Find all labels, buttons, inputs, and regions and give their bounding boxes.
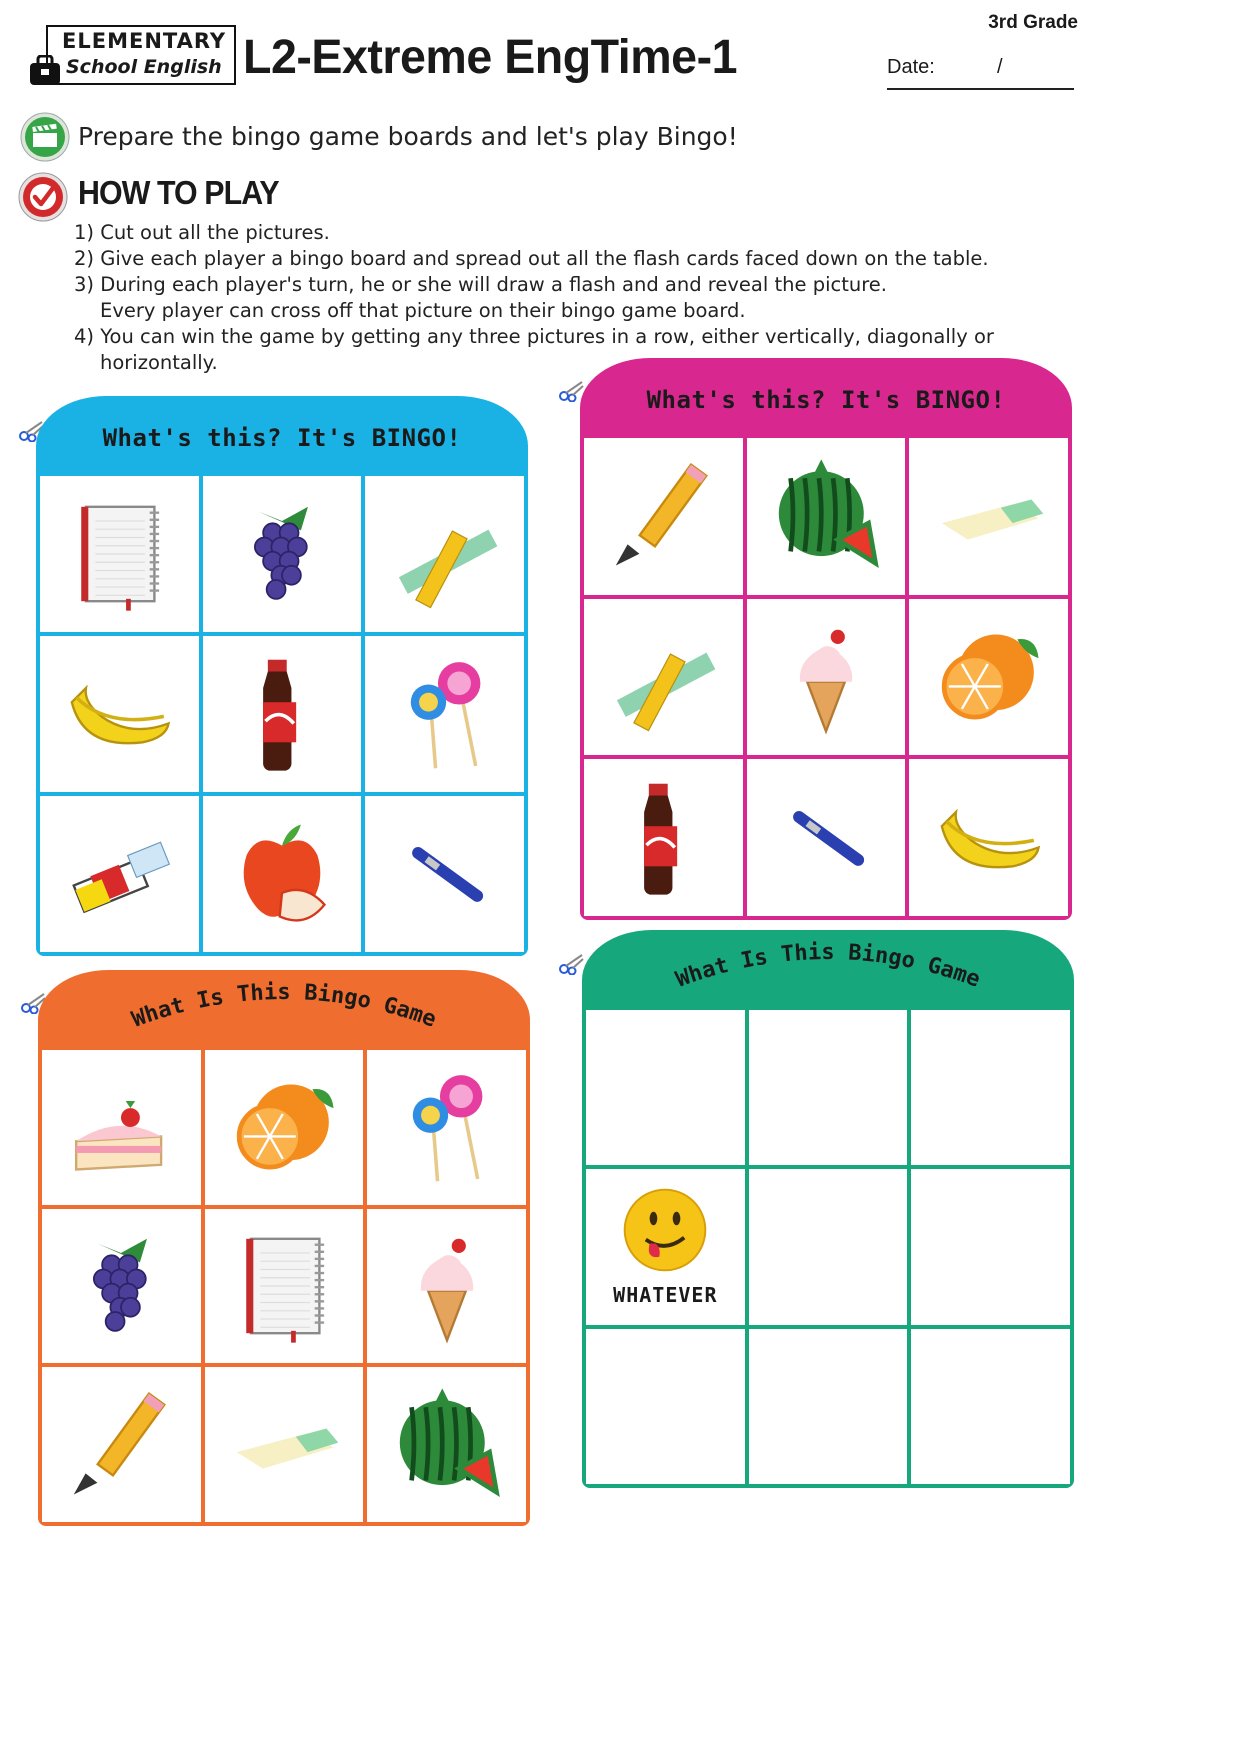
bingo-board-blue — [36, 396, 528, 956]
eraser-pack-icon — [60, 815, 178, 933]
bingo-cell — [584, 438, 743, 595]
lollipop-icon — [386, 655, 504, 773]
orange-icon — [930, 618, 1048, 736]
grade-label: 3rd Grade — [988, 12, 1078, 33]
watermelon-icon — [388, 1386, 506, 1504]
step-3-continued: Every player can cross off that picture on their bingo game board. — [100, 299, 746, 322]
svg-text:What Is This Bingo Game — [673, 940, 984, 993]
bingo-cell — [586, 1010, 745, 1165]
step-4: 4) You can win the game by getting any three pictures in a row, either vertically, diagonally or — [74, 325, 994, 348]
bingo-cell — [205, 1367, 364, 1522]
banana-icon — [930, 779, 1048, 897]
bingo-cell — [203, 796, 362, 952]
eraser-icon — [225, 1386, 343, 1504]
bingo-cell — [40, 636, 199, 792]
cake-icon — [62, 1068, 180, 1186]
bingo-cell — [42, 1367, 201, 1522]
bingo-cell — [586, 1169, 745, 1324]
step-2: 2) Give each player a bingo board and spread out all the flash cards faced down on the table. — [74, 247, 989, 270]
grapes-icon — [62, 1227, 180, 1345]
lollipop-icon — [388, 1068, 506, 1186]
bingo-cell — [749, 1010, 908, 1165]
bingo-grid — [38, 1046, 530, 1526]
clapperboard-icon — [20, 112, 70, 162]
bingo-cell — [40, 796, 199, 952]
bingo-cell — [586, 1329, 745, 1484]
school-logo — [28, 25, 236, 87]
board-title: What's this? It's BINGO! — [646, 386, 1006, 414]
school-bag-icon — [28, 55, 62, 87]
orange-icon — [225, 1068, 343, 1186]
bingo-cell — [205, 1050, 364, 1205]
notebook-icon — [60, 495, 178, 613]
intro-text: Prepare the bingo game boards and let's play Bingo! — [78, 122, 738, 151]
bingo-cell — [749, 1329, 908, 1484]
bingo-cell — [203, 636, 362, 792]
smiley-icon — [617, 1182, 713, 1278]
notebook-icon — [225, 1227, 343, 1345]
logo-line1: ELEMENTARY — [62, 29, 227, 53]
bingo-cell — [42, 1209, 201, 1364]
whatever-label: WHATEVER — [613, 1282, 718, 1307]
pen-icon — [386, 815, 504, 933]
bingo-board-orange — [38, 970, 530, 1526]
bingo-cell — [749, 1169, 908, 1324]
bingo-cell — [584, 599, 743, 756]
banana-icon — [60, 655, 178, 773]
bingo-cell — [367, 1050, 526, 1205]
date-slash: / — [997, 56, 1003, 78]
how-to-play-heading: HOW TO PLAY — [78, 174, 279, 211]
board-title: What Is This Bingo Game — [672, 940, 984, 993]
board-title: What Is This Bingo Game — [128, 980, 440, 1033]
bingo-cell — [909, 759, 1068, 916]
pencil-icon — [604, 457, 722, 575]
ice-cream-icon — [767, 618, 885, 736]
step-4-continued: horizontally. — [100, 351, 218, 374]
bingo-cell — [911, 1329, 1070, 1484]
bingo-cell — [584, 759, 743, 916]
bingo-cell — [747, 599, 906, 756]
ruler-icon — [604, 618, 722, 736]
logo-line2: School English — [66, 56, 222, 78]
svg-text:What Is This Bingo Game — [129, 980, 440, 1033]
apple-icon — [223, 815, 341, 933]
step-3: 3) During each player's turn, he or she will draw a flash and and reveal the picture. — [74, 273, 888, 296]
bingo-grid — [36, 472, 528, 956]
steps-list — [74, 220, 994, 376]
checkmark-icon — [18, 172, 68, 222]
bingo-cell — [365, 796, 524, 952]
bingo-cell — [365, 476, 524, 632]
scissors-icon — [558, 953, 584, 975]
date-field[interactable] — [887, 56, 1074, 90]
bingo-cell — [203, 476, 362, 632]
bingo-cell — [911, 1169, 1070, 1324]
eraser-icon — [930, 457, 1048, 575]
bingo-cell — [911, 1010, 1070, 1165]
bingo-grid — [580, 434, 1072, 920]
bingo-grid — [582, 1006, 1074, 1488]
board-title-arc — [38, 970, 530, 1040]
bingo-board-pink — [580, 358, 1072, 920]
bingo-board-green — [582, 930, 1074, 1488]
bingo-cell — [40, 476, 199, 632]
bingo-cell — [909, 599, 1068, 756]
pencil-icon — [62, 1386, 180, 1504]
bingo-cell — [747, 759, 906, 916]
ice-cream-icon — [388, 1227, 506, 1345]
cola-icon — [223, 655, 341, 773]
watermelon-icon — [767, 457, 885, 575]
bingo-cell — [367, 1209, 526, 1364]
bingo-cell — [747, 438, 906, 595]
bingo-cell — [42, 1050, 201, 1205]
ruler-icon — [386, 495, 504, 613]
bingo-cell — [909, 438, 1068, 595]
bingo-cell — [365, 636, 524, 792]
cola-icon — [604, 779, 722, 897]
board-title: What's this? It's BINGO! — [102, 424, 462, 452]
step-1: 1) Cut out all the pictures. — [74, 221, 330, 244]
pen-icon — [767, 779, 885, 897]
date-label: Date: — [887, 56, 935, 78]
bingo-cell — [205, 1209, 364, 1364]
worksheet-title: L2-Extreme EngTime-1 — [243, 31, 738, 84]
bingo-cell — [367, 1367, 526, 1522]
board-title-arc — [582, 930, 1074, 1000]
grapes-icon — [223, 495, 341, 613]
